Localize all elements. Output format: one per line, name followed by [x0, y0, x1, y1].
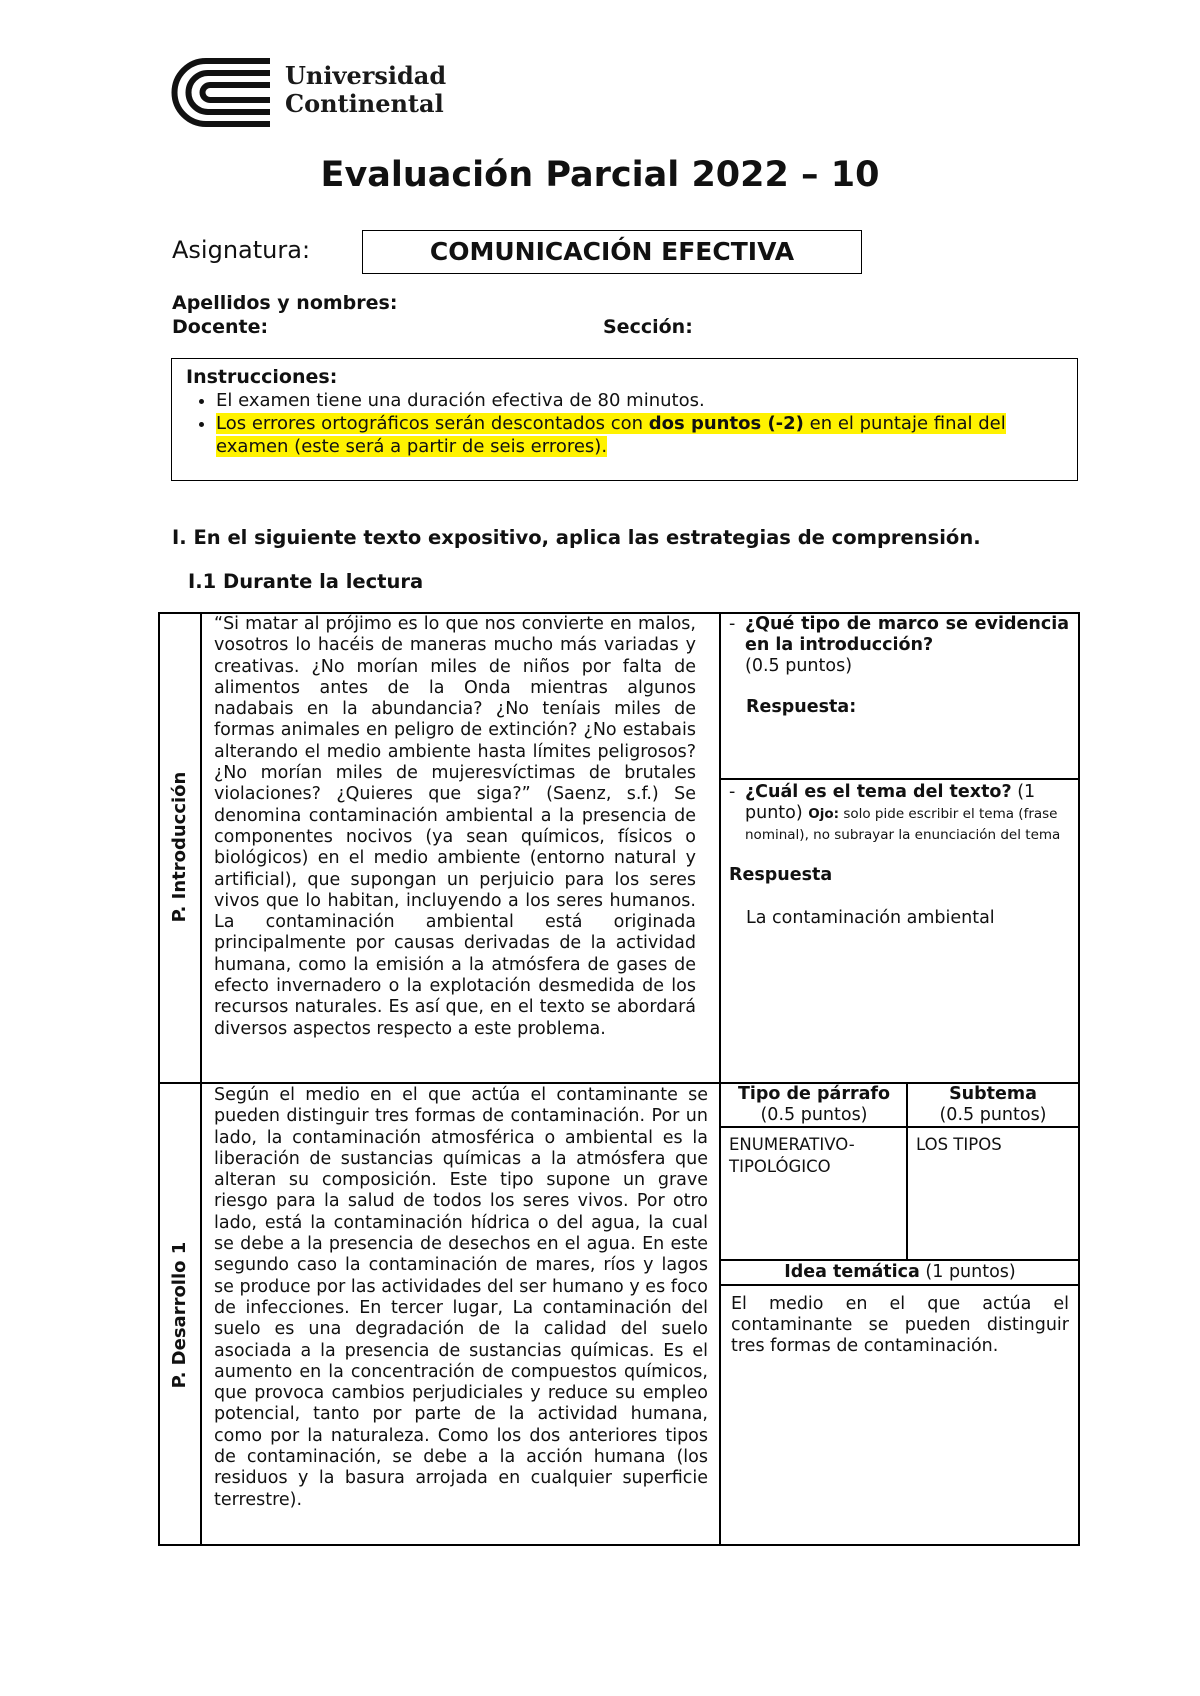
section-heading: I. En el siguiente texto expositivo, aplica las estrategias de comprensión.	[172, 526, 981, 549]
logo-line-1: Universidad	[285, 61, 447, 90]
development-side-label: P. Desarrollo 1	[169, 1241, 190, 1389]
subtheme-answer[interactable]: LOS TIPOS	[916, 1135, 1002, 1154]
question-theme-points: (1 punto)	[745, 782, 1036, 823]
question-theme-note: solo pide escribir el tema (frase nominal), no subrayar la enunciación del tema	[745, 806, 1061, 843]
question-frame: - ¿Qué tipo de marco se evidencia en la introducción? (0.5 puntos) Respuesta:	[729, 614, 1069, 717]
answer-label: Respuesta:	[746, 697, 857, 717]
page-title: Evaluación Parcial 2022 – 10	[320, 155, 880, 195]
subject-value: COMUNICACIÓN EFECTIVA	[362, 230, 862, 274]
instructions-title: Instrucciones:	[186, 366, 338, 388]
answer-field-frame[interactable]	[722, 735, 1076, 775]
answer-label: Respuesta	[729, 865, 833, 885]
instructions-list	[186, 389, 1063, 458]
paragraph-type-answer[interactable]: ENUMERATIVO-TIPOLÓGICO	[729, 1135, 855, 1176]
question-frame-text: ¿Qué tipo de marco se evidencia en la introducción?	[745, 614, 1069, 655]
instructions-box	[171, 358, 1078, 481]
question-frame-points: (0.5 puntos)	[745, 656, 853, 676]
paragraph-type-header: Tipo de párrafo (0.5 puntos)	[737, 1084, 891, 1125]
idea-answer[interactable]: El medio en el que actúa el contaminante se pueden distinguir tres formas de contaminación.	[731, 1294, 1069, 1356]
teacher-label: Docente:	[172, 316, 269, 338]
section-label: Sección:	[603, 316, 693, 338]
subtheme-header: Subtema (0.5 puntos)	[939, 1084, 1047, 1125]
development-passage: Según el medio en el que actúa el contaminante se pueden distinguir tres formas de contaminación. Por un lado, la contaminación atmosférica o ambiental es la liberación de sustancias químicas a la atmósfera que alteran su composición. Este tipo supone un grave riesgo para la salud de todos los seres vivos. Por otro lado, está la contaminación hídrica o del agua, la cual se debe a la presencia de desechos en el agua. En este segundo caso la contaminación de mares, ríos y lagos se produce por las actividades del ser humano y es foco de infecciones. En tercer lugar, La contaminación del suelo es una degradación de la calidad del suelo asociada a la presencia de sustancias químicas. Es el aumento en la concentración de compuestos químicos, que provoca cambios perjudiciales y reduce su empleo potencial, tanto por parte de la actividad humana, como por la naturaleza. Como los dos anteriores tipos de contaminación, se debe a la acción humana (los residuos y la basura arrojada en cualquier superficie terrestre).	[214, 1085, 708, 1510]
intro-passage: “Si matar al prójimo es lo que nos convierte en malos, vosotros lo hacéis de maneras mucho más variadas y creativas. ¿No morían miles de niños por falta de alimentos antes de la Onda mientras algunos nadabais en la abundancia? ¿No teníais miles de formas animales en peligro de extinción? ¿No estabais alterando el medio ambiente hasta límites peligrosos? ¿No morían miles de mujeresvíctimas de brutales violaciones? ¿Quieres que siga?” (Saenz, s.f.) Se denomina contaminación ambiental a la presencia de componentes nocivos (ya sean químicos, físicos o biológicos) en el medio ambiente (entorno natural y artificial), que supongan un perjuicio para los seres vivos que lo habitan, incluyendo a los seres humanos. La contaminación ambiental está originada principalmente por causas derivadas de la actividad humana, como la emisión a la atmósfera de gases de efecto invernadero o la explotación desmedida de los recursos naturales. Es así que, en el texto se abordará diversos aspectos respecto a este problema.	[214, 614, 696, 1039]
instruction-item-highlighted: • Los errores ortográficos serán descontados con dos puntos (-2) en el puntaje final del examen (este será a partir de seis errores).	[216, 412, 1063, 458]
question-theme: - ¿Cuál es el tema del texto? (1 punto) Ojo: solo pide escribir el tema (frase nominal), no subrayar la enunciación del tema Respuesta La contaminación ambiental	[729, 782, 1069, 929]
university-name	[285, 62, 446, 118]
idea-header: Idea temática (1 puntos)	[784, 1262, 1016, 1282]
theme-answer[interactable]: La contaminación ambiental	[746, 908, 995, 928]
instruction-item: • El examen tiene una duración efectiva de 80 minutos.	[216, 389, 1063, 412]
question-theme-text: ¿Cuál es el tema del texto?	[745, 782, 1012, 802]
section-subheading: I.1 Durante la lectura	[188, 570, 424, 593]
intro-side-label: P. Introducción	[169, 771, 190, 923]
subject-label: Asignatura:	[172, 236, 311, 264]
names-label: Apellidos y nombres:	[172, 292, 398, 314]
logo-line-2: Continental	[285, 89, 444, 118]
